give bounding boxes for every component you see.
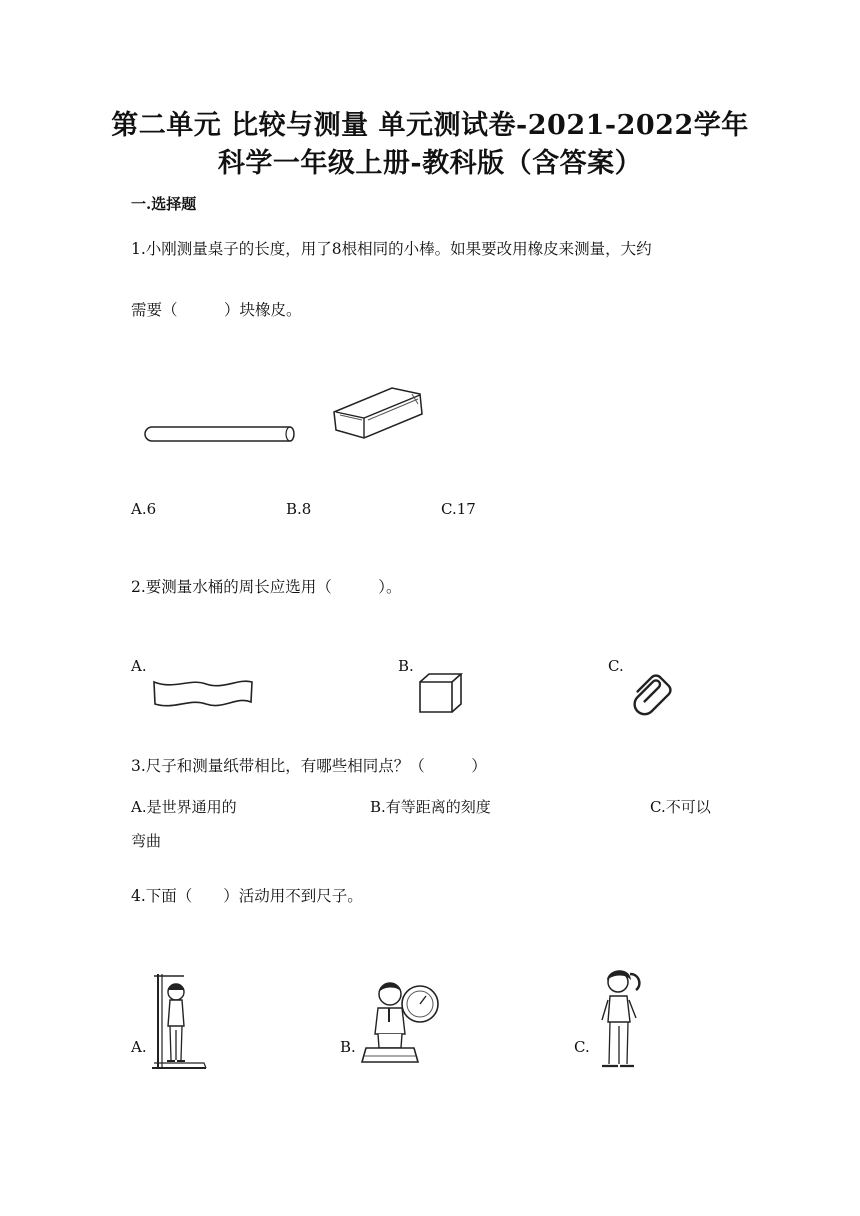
question-1-option-b: B.8 xyxy=(286,500,312,518)
question-4-option-c: C. xyxy=(574,1038,590,1056)
question-3-option-b: B.有等距离的刻度 xyxy=(370,798,491,816)
question-4-option-a: A. xyxy=(131,1038,147,1056)
question-1-line-2: 需要（ ）块橡皮。 xyxy=(131,301,302,319)
cube-image xyxy=(418,672,464,714)
page-title-line-2: 科学一年级上册-教科版（含答案） xyxy=(217,148,643,179)
question-2-option-a: A. xyxy=(131,657,147,675)
paper-clip-image xyxy=(628,672,674,718)
stick-image xyxy=(144,424,296,444)
question-4-option-b: B. xyxy=(340,1038,356,1056)
question-2-option-c: C. xyxy=(608,657,624,675)
question-2-text: 2.要测量水桶的周长应选用（ ）。 xyxy=(131,578,402,596)
question-4-text: 4.下面（ ）活动用不到尺子。 xyxy=(131,887,363,905)
question-1-line-1: 1.小刚测量桌子的长度，用了8根相同的小棒。如果要改用橡皮来测量，大约 xyxy=(131,240,652,258)
girl-standing-image xyxy=(594,966,646,1072)
question-1-option-a: A.6 xyxy=(131,500,157,518)
height-measuring-image xyxy=(150,968,210,1070)
question-3-text: 3.尺子和测量纸带相比，有哪些相同点？（ ） xyxy=(131,757,487,775)
paper-tape-image xyxy=(150,676,256,714)
question-3-option-c-wrap: 弯曲 xyxy=(131,832,162,850)
question-1-option-c: C.17 xyxy=(441,500,476,518)
eraser-image xyxy=(332,384,424,440)
question-3-option-c: C.不可以 xyxy=(650,798,711,816)
question-3-option-a: A.是世界通用的 xyxy=(131,798,237,816)
weighing-scale-image xyxy=(360,976,444,1064)
section-heading: 一.选择题 xyxy=(131,195,197,213)
question-2-option-b: B. xyxy=(398,657,414,675)
page-title-line-1: 第二单元 比较与测量 单元测试卷-2021-2022学年 xyxy=(111,110,749,141)
